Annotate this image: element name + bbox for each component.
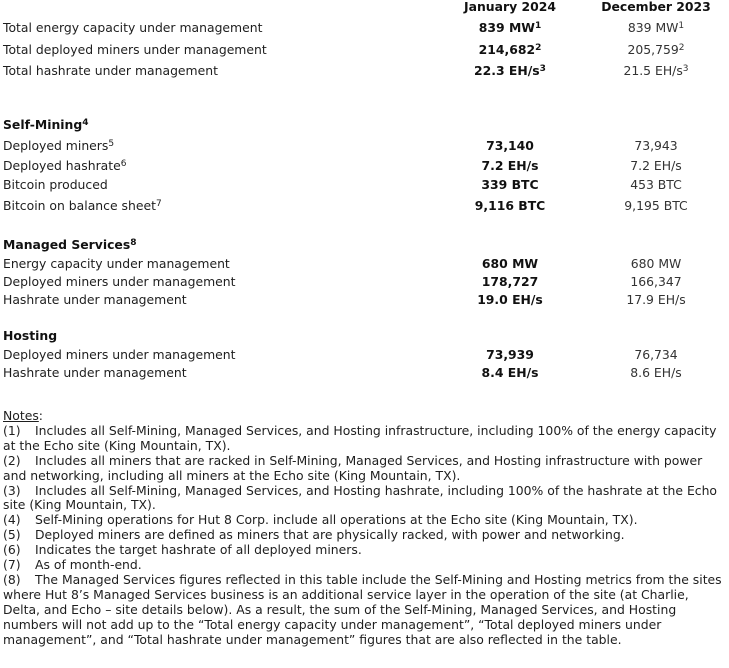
current-value: 839 $MW^1$ — [478, 20, 542, 35]
footnote-ref: 7 — [155, 198, 162, 209]
current-value: 8.4 EH/s — [481, 365, 539, 380]
current-value: 7.2 EH/s — [481, 158, 539, 173]
current-value: 680 MW — [481, 256, 539, 271]
row-label: Hashrate under management — [3, 292, 187, 307]
note-item: (2) Includes all miners that are racked in Self-Mining, Managed Services, and Hosting infrastructure with power and networking, including all miners at the Echo site (King Mountain, TX). — [3, 452, 703, 483]
footnote-ref: 1 — [678, 20, 685, 31]
previous-value: 73,943 — [634, 138, 678, 153]
table-row — [0, 273, 729, 291]
previous-value: 839 $MW^1$ — [627, 20, 685, 35]
note-item: (8) The Managed Services figures reflected in this table include the Self-Mining and Hosting metrics from the sites where Hut 8’s Managed Services business is an additional service layer in the operation of the site (at Charlie, Delta, and Echo – site details below). As a result, the sum of the Self-Mining, Managed Services, and Hosting numbers will not add up to the “Total energy capacity under management”, “Total deployed miners under management”, and “Total hashrate under management” figures that are also reflected in the table. — [3, 571, 722, 647]
table-row — [0, 62, 729, 80]
column-header-january-2024: January 2024 — [464, 0, 556, 14]
note-item: (1) Includes all Self-Mining, Managed Services, and Hosting infrastructure, including 100% of the energy capacity at the Echo site (King Mountain, TX). — [3, 422, 717, 453]
footnote-ref: 3 — [682, 63, 689, 74]
current-value: 73,939 — [486, 347, 534, 362]
footnote-ref: 2 — [678, 42, 685, 53]
previous-value: 17.9 EH/s — [626, 292, 686, 307]
table-row — [0, 176, 729, 194]
notes-heading: Notes: — [3, 408, 43, 423]
table-row — [0, 255, 729, 273]
previous-value: 8.6 EH/s — [630, 365, 682, 380]
table-row — [0, 291, 729, 309]
row-label: Deployed miners under management — [3, 274, 236, 289]
previous-value: 453 BTC — [630, 177, 682, 192]
current-value: 73,140 — [486, 138, 534, 153]
footnote-ref: 5 — [108, 138, 115, 149]
row-label: Bitcoin on balance sheet$^7$ — [3, 198, 162, 213]
previous-value: 21.5 $EH/s^3$ — [623, 63, 689, 78]
row-label: Hashrate under management — [3, 365, 187, 380]
note-item: (5) Deployed miners are defined as miners that are physically racked, with power and networking. — [3, 527, 625, 543]
row-label: Energy capacity under management — [3, 256, 230, 271]
current-value: 339 BTC — [481, 177, 539, 192]
column-header-row — [0, 0, 729, 16]
row-label: Total deployed miners under management — [3, 42, 267, 57]
table-row — [0, 157, 729, 175]
column-header-december-2023: December 2023 — [601, 0, 711, 14]
table-row — [0, 346, 729, 364]
footnote-ref: 1 — [534, 20, 542, 31]
current-value: 9,116 BTC — [474, 198, 546, 213]
table-row — [0, 197, 729, 215]
notes-section — [3, 409, 725, 648]
row-label: Deployed hashrate$^6$ — [3, 158, 127, 173]
note-item: (6) Indicates the target hashrate of all deployed miners. — [3, 542, 362, 558]
note-item: (3) Includes all Self-Mining, Managed Services, and Hosting hashrate, including 100% of the hashrate at the Echo site (King Mountain, TX). — [3, 482, 718, 513]
footnote-ref: 6 — [120, 158, 127, 169]
previous-value: 680 MW — [630, 256, 682, 271]
current-value: 19.0 EH/s — [477, 292, 543, 307]
note-item: (7) As of month-end. — [3, 557, 142, 573]
table-row — [0, 19, 729, 37]
note-item: (4) Self-Mining operations for Hut 8 Corp. include all operations at the Echo site (King Mountain, TX). — [3, 512, 638, 528]
footnote-ref: 3 — [539, 63, 546, 74]
section-header-hosting: Hosting — [3, 328, 58, 343]
table-row — [0, 137, 729, 155]
table-row — [0, 41, 729, 59]
row-label: Bitcoin produced — [3, 177, 108, 192]
footnote-ref: 2 — [535, 42, 542, 53]
previous-value: 205,759$^2$ — [627, 42, 685, 57]
footnote-ref: 4 — [82, 117, 89, 128]
row-label: Total energy capacity under management — [3, 20, 263, 35]
footnote-ref: 8 — [130, 237, 137, 248]
row-label: Total hashrate under management — [3, 63, 218, 78]
previous-value: 166,347 — [630, 274, 682, 289]
previous-value: 7.2 EH/s — [630, 158, 682, 173]
current-value: 214,682$^2$ — [478, 42, 542, 57]
section-header-managed-services: Managed Services$^8$ — [3, 237, 137, 252]
row-label: Deployed miners under management — [3, 347, 236, 362]
current-value: 22.3 $EH/s^3$ — [474, 63, 546, 78]
table-row — [0, 364, 729, 382]
section-header-self-mining: Self-Mining$^4$ — [3, 117, 89, 132]
previous-value: 9,195 BTC — [624, 198, 688, 213]
current-value: 178,727 — [481, 274, 539, 289]
previous-value: 76,734 — [634, 347, 678, 362]
row-label: Deployed miners$^5$ — [3, 138, 115, 153]
